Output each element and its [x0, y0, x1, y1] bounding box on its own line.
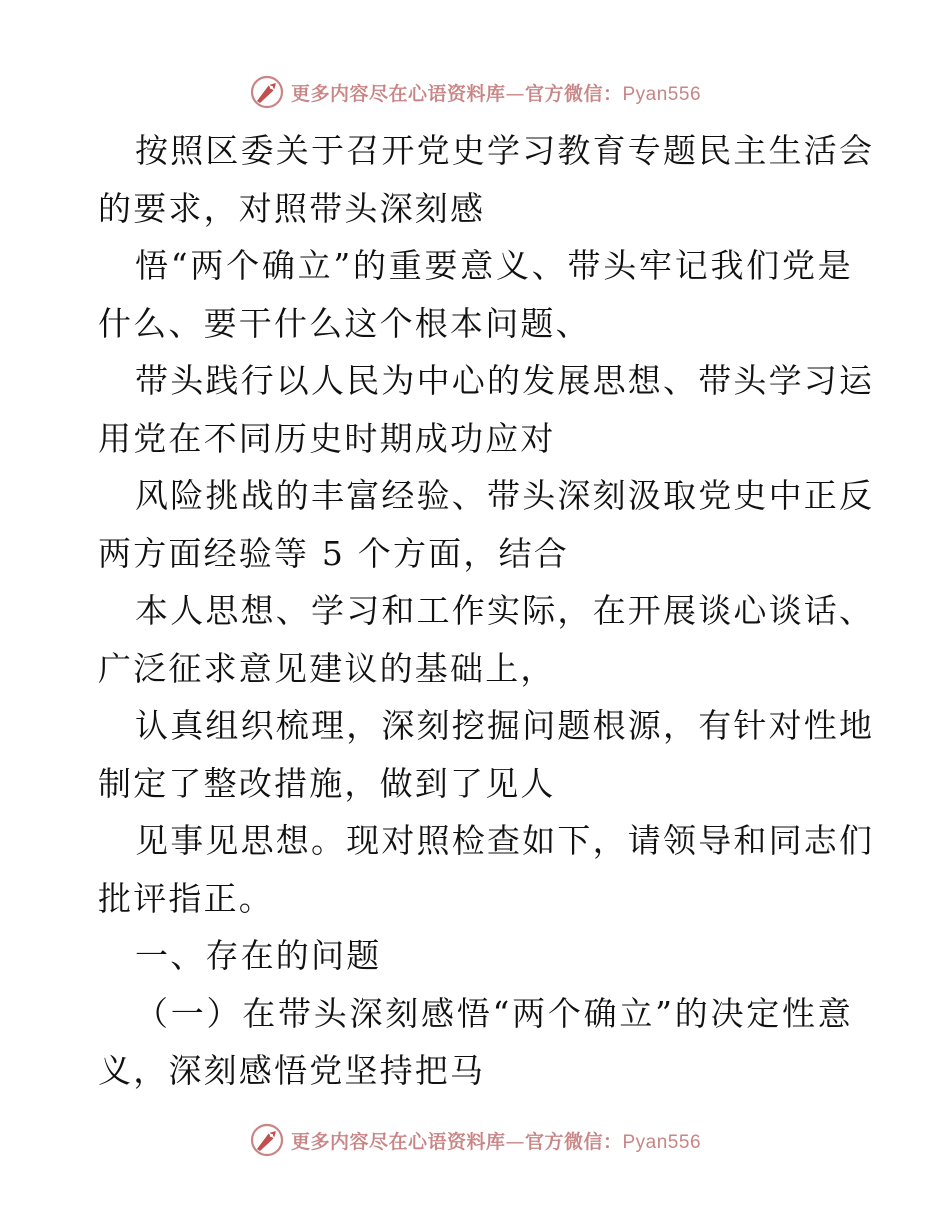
body-line: 义，深刻感悟党坚持把马 [98, 1051, 486, 1090]
body-line: 认真组织梳理，深刻挖掘问题根源，有针对性地 [135, 706, 875, 745]
watermark-text: 更多内容尽在心语资料库—官方微信：Pyan556 [290, 82, 702, 105]
body-line: 本人思想、学习和工作实际，在开展谈心谈话、 [135, 591, 875, 630]
body-line: 广泛征求意见建议的基础上， [98, 648, 556, 688]
body-line: 两方面经验等 5 个方面，结合 [98, 533, 569, 573]
body-line: 按照区委关于召开党史学习教育专题民主生活会 [135, 131, 875, 170]
pen-nib-logo-icon [249, 74, 285, 110]
body-line: 什么、要干什么这个根本问题、 [98, 303, 591, 343]
document-body [98, 122, 875, 1100]
body-line: 带头践行以人民为中心的发展思想、带头学习运 [135, 361, 875, 400]
header-watermark [0, 72, 950, 112]
watermark-text: 更多内容尽在心语资料库—官方微信：Pyan556 [290, 1130, 702, 1153]
body-line: 悟“两个确立”的重要意义、带头牢记我们党是 [135, 246, 853, 285]
body-line: 制定了整改措施，做到了见人 [98, 763, 556, 803]
body-line: 用党在不同历史时期成功应对 [98, 418, 556, 458]
section-heading: 一、存在的问题 [135, 936, 382, 975]
pen-nib-logo-icon [249, 1122, 285, 1158]
footer-watermark [0, 1120, 950, 1160]
subsection-heading: （一）在带头深刻感悟“两个确立”的决定性意 [135, 993, 853, 1033]
body-line: 的要求，对照带头深刻感 [98, 188, 486, 228]
body-line: 风险挑战的丰富经验、带头深刻汲取党史中正反 [135, 476, 875, 515]
body-line: 批评指正。 [98, 878, 274, 918]
body-line: 见事见思想。现对照检查如下，请领导和同志们 [135, 821, 875, 860]
